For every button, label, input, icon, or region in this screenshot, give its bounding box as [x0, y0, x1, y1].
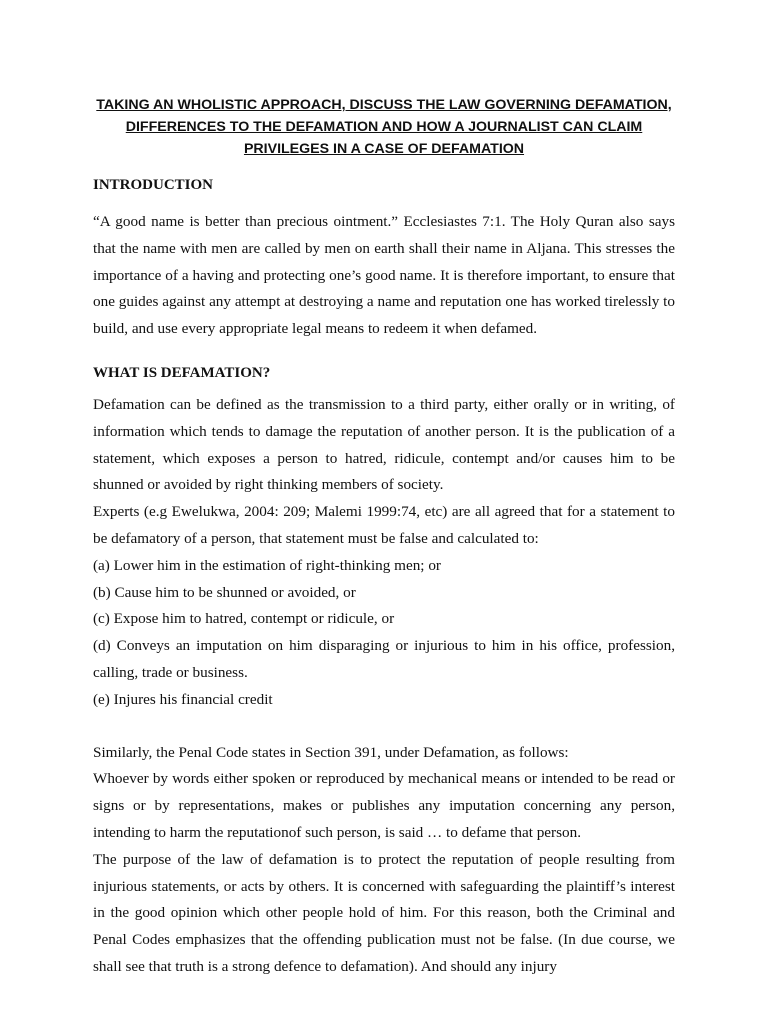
introduction-paragraph: “A good name is better than precious ointment.” Ecclesiastes 7:1. The Holy Quran also says that the name with men are called by men on earth shall their name in Aljana. This stresses the importance of a having and protecting one’s good name. It is therefore important, to ensure that one guides against any attempt at destroying a name and reputation one has worked tirelessly to build, and use every appropriate legal means to redeem it when defamed. — [93, 213, 675, 338]
list-item: (d) Conveys an imputation on him disparaging or injurious to him in his office, profession, calling, trade or business. — [93, 637, 675, 681]
purpose-paragraph: The purpose of the law of defamation is to protect the reputation of people resulting from injurious statements, or acts by others. It is concerned with safeguarding the plaintiff’s interest in the good opinion which other people hold of him. For this reason, both the Criminal and Penal Codes emphasizes that the offending publication must not be false. (In due course, we shall see that truth is a strong defence to defamation). And should any injury — [93, 850, 675, 975]
definition-paragraph: Defamation can be defined as the transmission to a third party, either orally or in writing, of information which tends to damage the reputation of another person. It is the publication of a statement, which exposes a person to hatred, ridicule, contempt and/or causes him to be shunned or avoided by right thinking members of society. — [93, 395, 675, 494]
list-item: (e) Injures his financial credit — [93, 690, 273, 708]
penal-code-quote: Whoever by words either spoken or reproduced by mechanical means or intended to be read or signs or by representations, makes or publishes any imputation concerning any person, intending to harm the reputationof such person, is said … to defame that person. — [93, 770, 675, 841]
list-item: (b) Cause him to be shunned or avoided, or — [93, 583, 356, 601]
title-line-1: TAKING AN WHOLISTIC APPROACH, DISCUSS THE LAW GOVERNING DEFAMATION, — [96, 97, 672, 113]
document-page — [93, 0, 675, 981]
list-item: (a) Lower him in the estimation of right-thinking men; or — [93, 556, 441, 574]
list-item: (c) Expose him to hatred, contempt or ridicule, or — [93, 610, 395, 628]
experts-paragraph: Experts (e.g Ewelukwa, 2004: 209; Malemi 1999:74, etc) are all agreed that for a statement to be defamatory of a person, that statement must be false and calculated to: — [93, 503, 675, 547]
penal-code-intro: Similarly, the Penal Code states in Section 391, under Defamation, as follows: — [93, 743, 569, 761]
document-title — [93, 0, 675, 160]
defamation-criteria-list — [93, 553, 675, 714]
what-is-defamation-heading: WHAT IS DEFAMATION? — [93, 364, 271, 381]
title-line-2: DIFFERENCES TO THE DEFAMATION AND HOW A JOURNALIST CAN CLAIM — [125, 119, 643, 135]
title-line-3: PRIVILEGES IN A CASE OF DEFAMATION — [243, 141, 525, 157]
introduction-heading: INTRODUCTION — [93, 177, 214, 193]
